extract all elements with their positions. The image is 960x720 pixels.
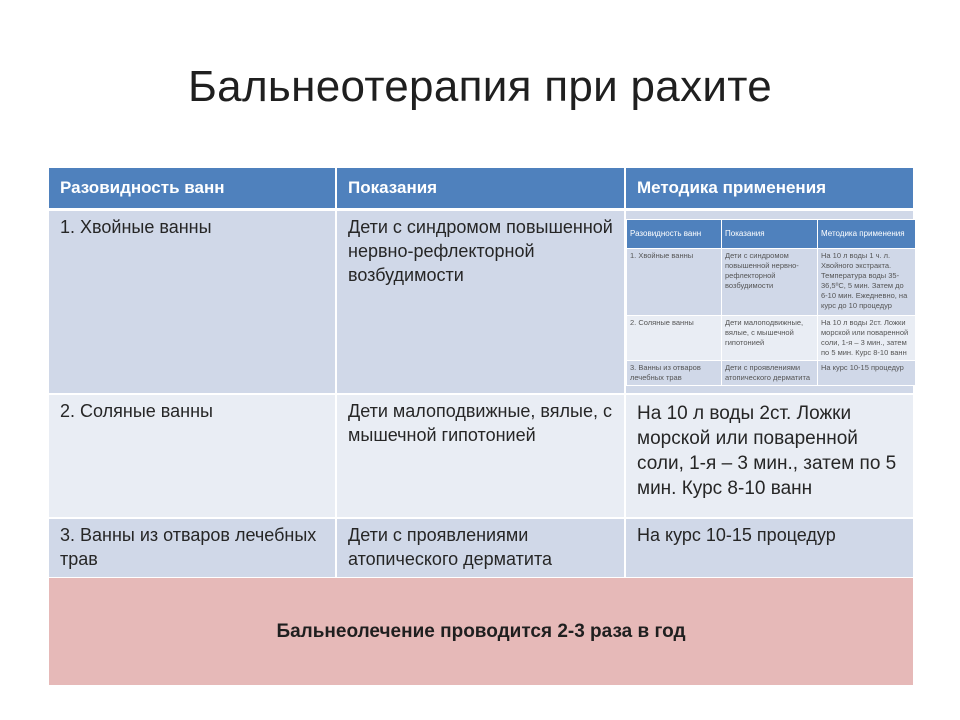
- cell-method: На курс 10-15 процедур: [625, 518, 913, 578]
- embedded-table-image: [626, 219, 915, 386]
- footer-note-box: [49, 578, 913, 685]
- mini-header-bath-type: Разовидность ванн: [627, 220, 722, 249]
- mini-row: [627, 316, 915, 361]
- mini-cell-indication: Дети малоподвижные, вялые, с мышечной гипотонией: [722, 316, 818, 361]
- mini-row: [627, 249, 915, 316]
- mini-cell-type: 3. Ванны из отваров лечебных трав: [627, 361, 722, 386]
- mini-header-indications: Показания: [722, 220, 818, 249]
- bath-therapy-table: [49, 168, 913, 579]
- cell-bath-type: 2. Соляные ванны: [49, 394, 336, 518]
- mini-cell-method: На 10 л воды 2ст. Ложки морской или поваренной соли, 1-я – 3 мин., затем по 5 мин. Курс 8-10 ванн: [818, 316, 915, 361]
- mini-header-row: [627, 220, 915, 249]
- mini-row: [627, 361, 915, 386]
- mini-cell-type: 1. Хвойные ванны: [627, 249, 722, 316]
- table-row: [49, 210, 913, 395]
- cell-bath-type: 1. Хвойные ванны: [49, 210, 336, 395]
- slide-title: Бальнеотерапия при рахите: [188, 62, 772, 111]
- mini-cell-indication: Дети с проявлениями атопического дерматита: [722, 361, 818, 386]
- mini-cell-type: 2. Соляные ванны: [627, 316, 722, 361]
- cell-method-embedded-table: [625, 210, 913, 395]
- mini-cell-method: На 10 л воды 1 ч. л. Хвойного экстракта. Температура воды 35-36,5ºС, 5 мин. Затем до 6-10 мин. Ежедневно, на курс до 10 процедур: [818, 249, 915, 316]
- mini-cell-indication: Дети с синдромом повышенной нервно-рефлекторной возбудимости: [722, 249, 818, 316]
- cell-indication: Дети малоподвижные, вялые, с мышечной гипотонией: [336, 394, 625, 518]
- table-row: [49, 394, 913, 518]
- cell-bath-type: 3. Ванны из отваров лечебных трав: [49, 518, 336, 578]
- header-method: Методика применения: [625, 168, 913, 210]
- mini-header-method: Методика применения: [818, 220, 915, 249]
- cell-indication: Дети с проявлениями атопического дерматита: [336, 518, 625, 578]
- footer-note-text: Бальнеолечение проводится 2-3 раза в год: [276, 620, 686, 642]
- table-header-row: [49, 168, 913, 210]
- cell-method: На 10 л воды 2ст. Ложки морской или поваренной соли, 1-я – 3 мин., затем по 5 мин. Курс 8-10 ванн: [625, 394, 913, 518]
- mini-cell-method: На курс 10-15 процедур: [818, 361, 915, 386]
- header-bath-type: Разовидность ванн: [49, 168, 336, 210]
- table-row: [49, 518, 913, 578]
- header-indications: Показания: [336, 168, 625, 210]
- cell-indication: Дети с синдромом повышенной нервно-рефлекторной возбудимости: [336, 210, 625, 395]
